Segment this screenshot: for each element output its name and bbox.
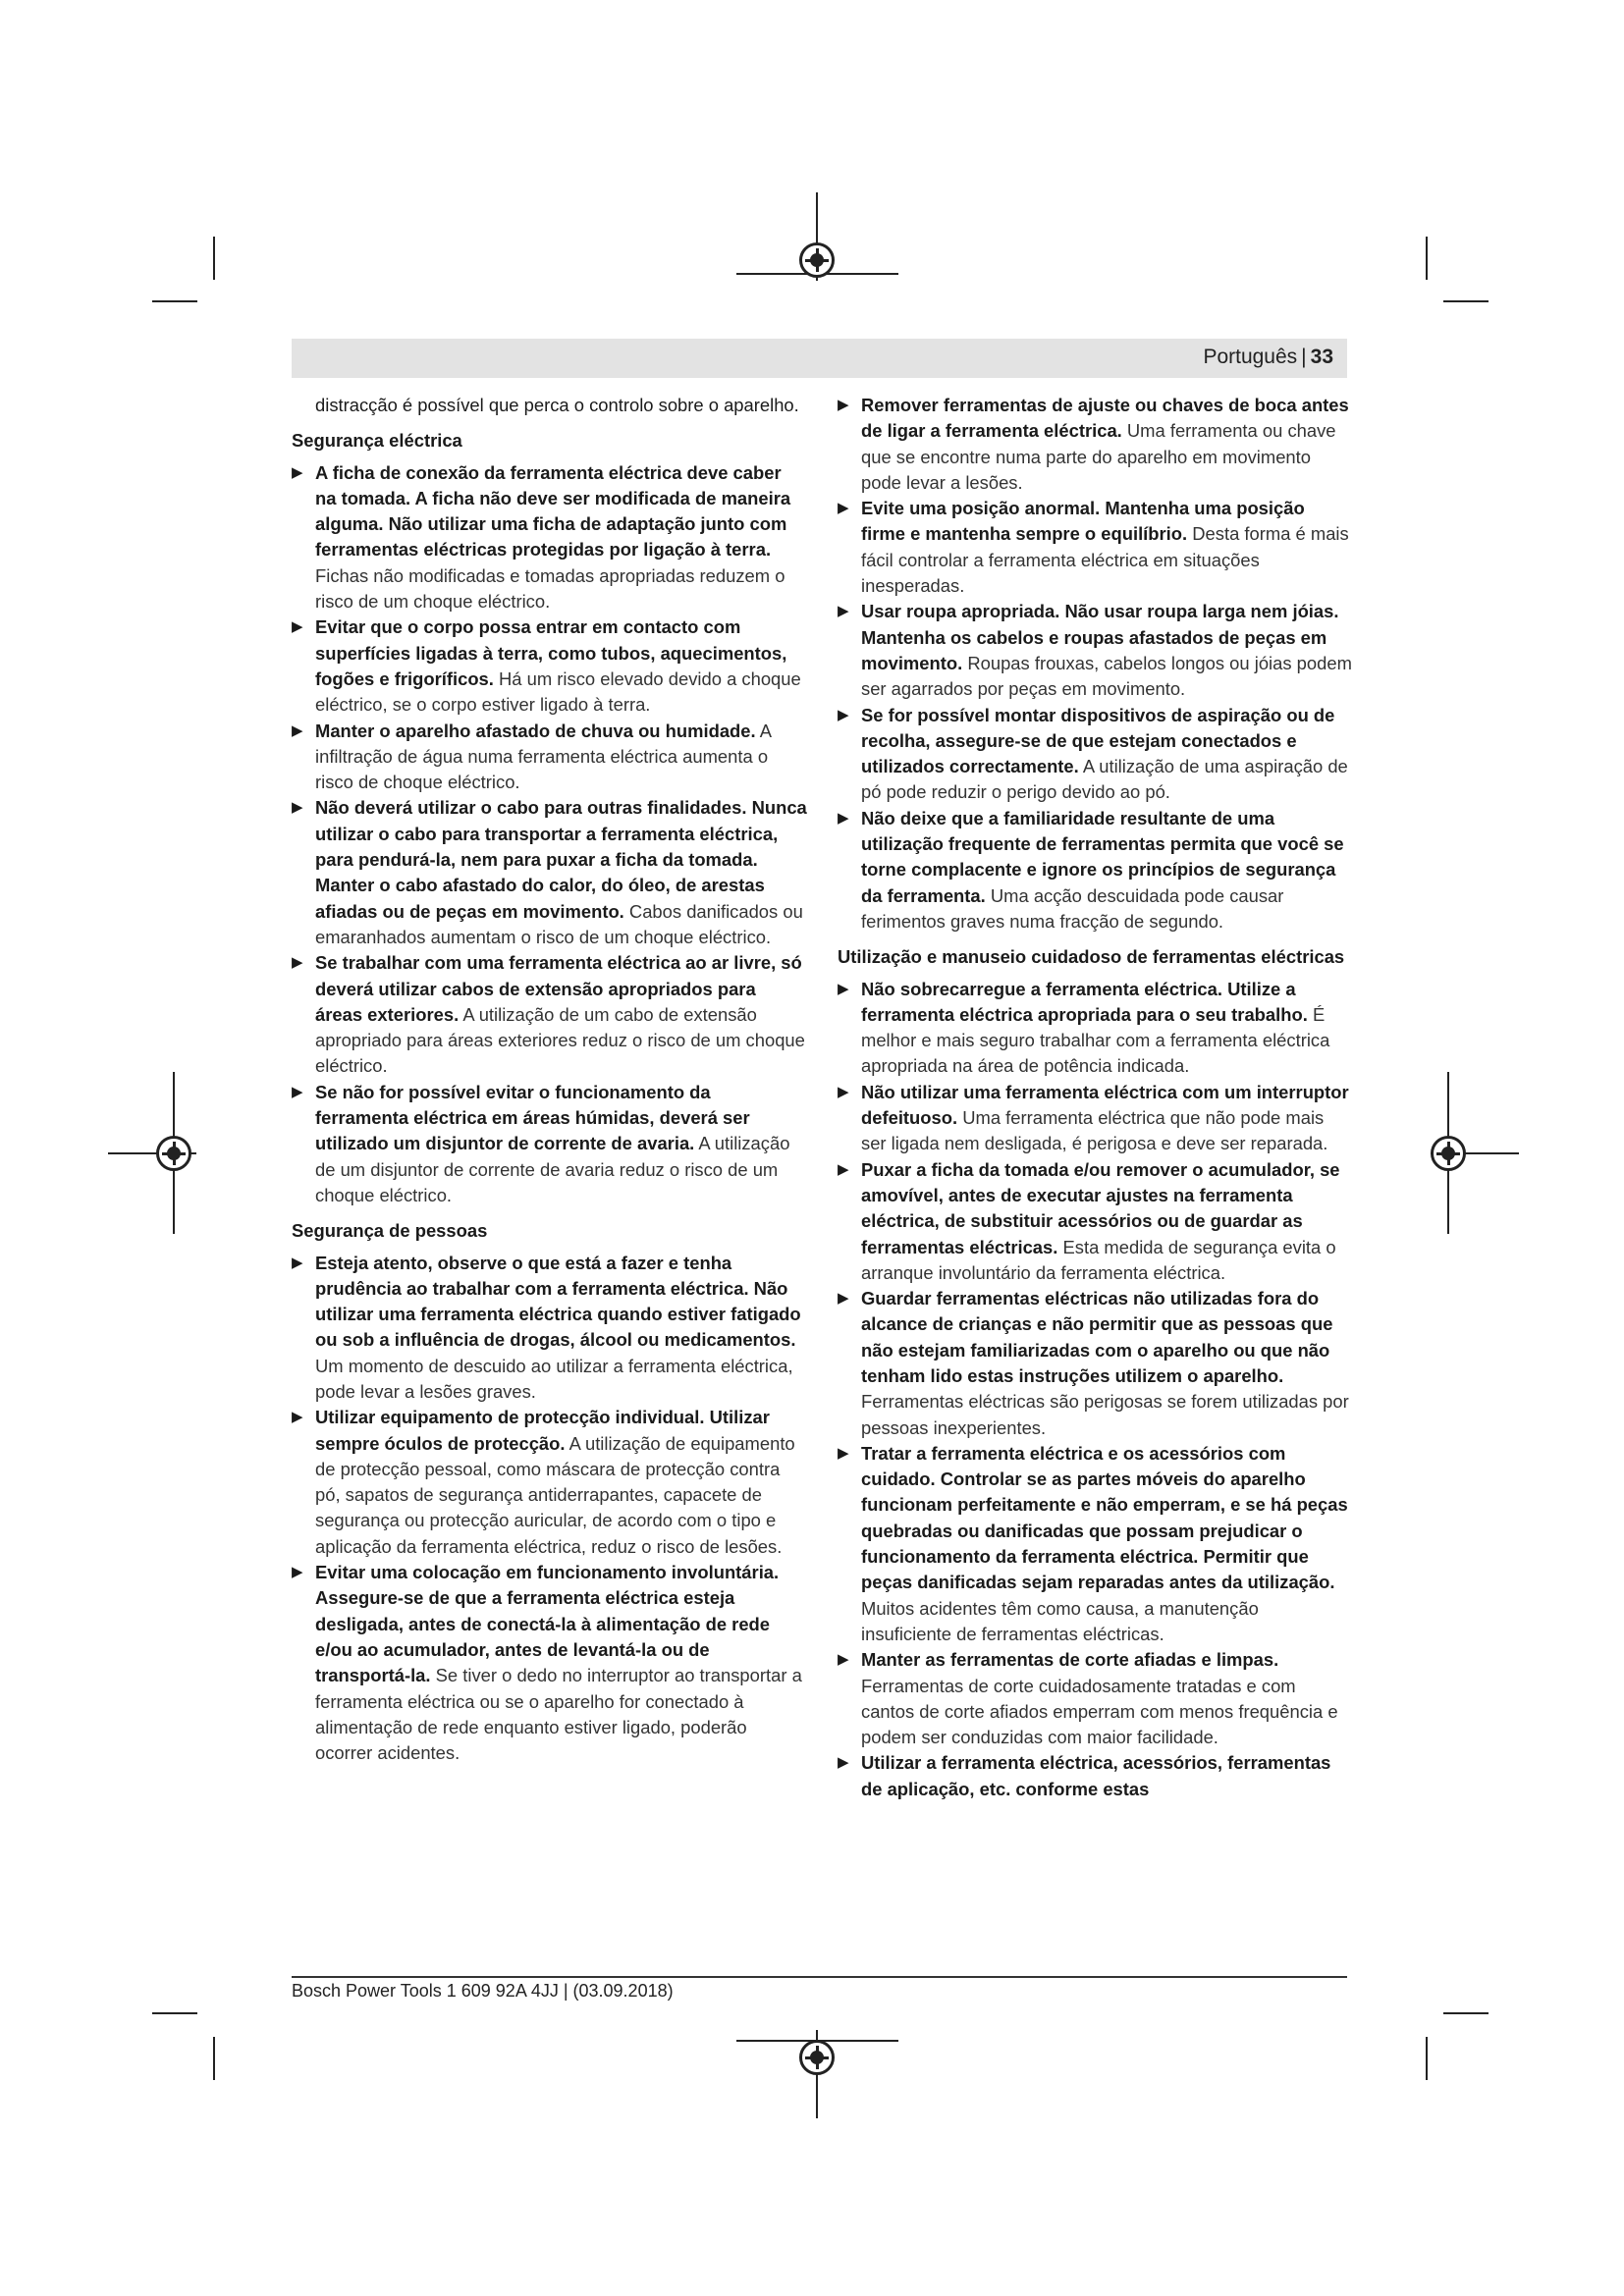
bullet-triangle-icon: ▶ bbox=[292, 1564, 303, 1581]
item-normal-text: Ferramentas de corte cuidadosamente tratadas e com cantos de corte afiados emperram com menos frequência e podem ser conduzidas com maior facilidade. bbox=[861, 1675, 1338, 1748]
item-bold-text: Se trabalhar com uma ferramenta eléctrica ao ar livre, só deverá utilizar cabos de extensão apropriados para áreas exteriores. bbox=[315, 952, 802, 1025]
bullet-triangle-icon: ▶ bbox=[838, 1290, 849, 1308]
item-bold-text: Evite uma posição anormal. Mantenha uma posição firme e mantenha sempre o equilíbrio. bbox=[861, 498, 1305, 545]
bullet-triangle-icon: ▶ bbox=[292, 618, 303, 636]
item-bold-text: Manter as ferramentas de corte afiadas e limpas. bbox=[861, 1649, 1279, 1671]
bullet-item bbox=[838, 1157, 1353, 1286]
item-normal-text: Uma ferramenta eléctrica que não pode mais ser ligada nem desligada, é perigosa e deve ser reparada. bbox=[861, 1107, 1328, 1154]
item-bold-text: Usar roupa apropriada. Não usar roupa larga nem jóias. Mantenha os cabelos e roupas afastados de peças em movimento. bbox=[861, 601, 1339, 673]
item-normal-text: Um momento de descuido ao utilizar a ferramenta eléctrica, pode levar a lesões graves. bbox=[315, 1355, 793, 1402]
bullet-item bbox=[838, 977, 1353, 1080]
item-bold-text: A ficha de conexão da ferramenta eléctrica deve caber na tomada. A ficha não deve ser modificada de maneira alguma. Não utilizar uma ficha de adaptação junto com ferramentas eléctricas protegidas por ligação à terra. bbox=[315, 461, 791, 561]
bullet-item bbox=[292, 614, 807, 718]
bullet-item bbox=[292, 719, 807, 796]
item-bold-text: Guardar ferramentas eléctricas não utilizadas fora do alcance de crianças e não permitir que as pessoas que não estejam familiarizadas com o aparelho ou que não tenham lido estas instruções utilizem o aparelho. bbox=[861, 1288, 1333, 1386]
section-title: Utilização e manuseio cuidadoso de ferramentas eléctricas bbox=[838, 946, 1345, 968]
item-bold-text: Manter o aparelho afastado de chuva ou humidade. bbox=[315, 720, 756, 741]
right-section-items bbox=[838, 977, 1353, 1803]
bullet-triangle-icon: ▶ bbox=[838, 1083, 849, 1100]
item-bold-text: Evitar uma colocação em funcionamento involuntária. Assegure-se de que a ferramenta eléctrica esteja desligada, antes de conectá-la à alimentação de rede e/ou ao acumulador, antes de levantá-la ou de transportá-la. bbox=[315, 1562, 780, 1686]
bullet-triangle-icon: ▶ bbox=[292, 1254, 303, 1271]
registration-mark-icon bbox=[799, 242, 835, 278]
footer-text: Bosch Power Tools 1 609 92A 4JJ | (03.09.2018) bbox=[292, 1981, 674, 2001]
bullet-triangle-icon: ▶ bbox=[838, 1651, 849, 1669]
bullet-item bbox=[838, 1080, 1353, 1157]
registration-mark-icon bbox=[156, 1136, 191, 1171]
bullet-item bbox=[838, 393, 1353, 496]
bullet-item bbox=[292, 1405, 807, 1560]
bullet-item bbox=[292, 1251, 807, 1406]
item-normal-text: Uma acção descuidada pode causar ferimentos graves numa fracção de segundo. bbox=[861, 884, 1284, 932]
item-normal-text: Há um risco elevado devido a choque eléctrico, se o corpo estiver ligado à terra. bbox=[315, 667, 801, 716]
bullet-item bbox=[292, 460, 807, 615]
item-normal-text: Esta medida de segurança evita o arranque involuntário da ferramenta eléctrica. bbox=[861, 1236, 1336, 1283]
item-bold-text: Esteja atento, observe o que está a fazer e tenha prudência ao trabalhar com a ferramenta eléctrica. Não utilizar uma ferramenta eléctrica quando estiver fatigado ou sob a influência de drogas, álcool ou medicamentos. bbox=[315, 1252, 801, 1351]
registration-mark-icon bbox=[799, 2040, 835, 2075]
item-bold-text: Se não for possível evitar o funcionamento da ferramenta eléctrica em áreas húmidas, deverá ser utilizado um disjuntor de corrente de avaria. bbox=[315, 1081, 750, 1154]
left-column bbox=[292, 393, 807, 1766]
item-bold-text: Não utilizar uma ferramenta eléctrica com um interruptor defeituoso. bbox=[861, 1081, 1349, 1129]
item-bold-text: Não deverá utilizar o cabo para outras finalidades. Nunca utilizar o cabo para transportar a ferramenta eléctrica, para pendurá-la, nem para puxar a ficha da tomada. Manter o cabo afastado do calor, do óleo, de arestas afiadas ou de peças em movimento. bbox=[315, 797, 807, 922]
bullet-item bbox=[292, 1080, 807, 1208]
item-normal-text: Desta forma é mais fácil controlar a ferramenta eléctrica em situações inesperadas. bbox=[861, 523, 1349, 597]
bullet-item bbox=[838, 703, 1353, 806]
page-header bbox=[292, 339, 1347, 378]
crop-mark bbox=[213, 2037, 215, 2080]
bullet-triangle-icon: ▶ bbox=[292, 463, 303, 481]
item-bold-text: Se for possível montar dispositivos de aspiração ou de recolha, assegure-se de que estejam conectados e utilizados correctamente. bbox=[861, 704, 1335, 777]
section-title: Segurança de pessoas bbox=[292, 1220, 488, 1242]
item-bold-text: Remover ferramentas de ajuste ou chaves de boca antes de ligar a ferramenta eléctrica. bbox=[861, 395, 1349, 442]
crop-mark bbox=[1443, 300, 1489, 302]
item-normal-text: É melhor e mais seguro trabalhar com a ferramenta eléctrica apropriada na área de potência indicada. bbox=[861, 1003, 1330, 1077]
bullet-item bbox=[838, 1441, 1353, 1647]
running-header bbox=[1203, 346, 1333, 369]
bullet-item bbox=[838, 1647, 1353, 1750]
left-sections bbox=[292, 428, 807, 1766]
bullet-triangle-icon: ▶ bbox=[838, 980, 849, 997]
bullet-item bbox=[292, 795, 807, 950]
crop-mark bbox=[1426, 237, 1428, 280]
item-normal-text: Roupas frouxas, cabelos longos ou jóias podem ser agarrados por peças em movimento. bbox=[861, 652, 1352, 700]
item-normal-text: A infiltração de água numa ferramenta eléctrica aumenta o risco de choque eléctrico. bbox=[315, 720, 771, 793]
item-normal-text: A utilização de uma aspiração de pó pode reduzir o perigo devido ao pó. bbox=[861, 756, 1348, 803]
bullet-triangle-icon: ▶ bbox=[292, 1083, 303, 1100]
bullet-triangle-icon: ▶ bbox=[292, 721, 303, 739]
crop-mark bbox=[1426, 2037, 1428, 2080]
page-number: 33 bbox=[1310, 346, 1333, 368]
item-bold-text: Não sobrecarregue a ferramenta eléctrica. Utilize a ferramenta eléctrica apropriada para o seu trabalho. bbox=[861, 978, 1308, 1025]
footer-rule bbox=[292, 1976, 1347, 1978]
item-normal-text: A utilização de equipamento de protecção pessoal, como máscara de protecção contra pó, sapatos de segurança antiderrapantes, capacete de segurança ou protecção auricular, de acordo com o tipo e aplicação da ferramenta eléctrica, reduz o risco de lesões. bbox=[315, 1432, 795, 1557]
bullet-item bbox=[838, 806, 1353, 934]
bullet-item bbox=[838, 496, 1353, 599]
header-language: Português bbox=[1203, 346, 1298, 368]
bullet-triangle-icon: ▶ bbox=[292, 799, 303, 817]
item-bold-text: Utilizar a ferramenta eléctrica, acessórios, ferramentas de aplicação, etc. conforme estas bbox=[861, 1752, 1331, 1799]
bullet-triangle-icon: ▶ bbox=[292, 954, 303, 972]
bullet-item bbox=[292, 950, 807, 1079]
bullet-item bbox=[292, 1560, 807, 1766]
registration-mark-icon bbox=[1431, 1136, 1466, 1171]
item-normal-text: Muitos acidentes têm como causa, a manutenção insuficiente de ferramentas eléctricas. bbox=[861, 1597, 1259, 1644]
bullet-triangle-icon: ▶ bbox=[838, 1160, 849, 1178]
bullet-triangle-icon: ▶ bbox=[838, 603, 849, 620]
header-separator: | bbox=[1301, 346, 1307, 368]
bullet-triangle-icon: ▶ bbox=[838, 500, 849, 517]
crop-mark bbox=[1443, 2012, 1489, 2014]
bullet-triangle-icon: ▶ bbox=[838, 706, 849, 723]
item-bold-text: Utilizar equipamento de protecção individual. Utilizar sempre óculos de protecção. bbox=[315, 1407, 770, 1454]
item-normal-text: Fichas não modificadas e tomadas apropriadas reduzem o risco de um choque eléctrico. bbox=[315, 564, 785, 613]
bullet-triangle-icon: ▶ bbox=[292, 1409, 303, 1426]
bullet-triangle-icon: ▶ bbox=[838, 1754, 849, 1772]
bullet-item bbox=[838, 1286, 1353, 1441]
item-normal-text: Ferramentas eléctricas são perigosas se forem utilizadas por pessoas inexperientes. bbox=[861, 1391, 1349, 1438]
item-bold-text: Puxar a ficha da tomada e/ou remover o acumulador, se amovível, antes de executar ajustes na ferramenta eléctrica, de substituir acessórios ou de guardar as ferramentas eléctricas. bbox=[861, 1158, 1340, 1257]
item-bold-text: Tratar a ferramenta eléctrica e os acessórios com cuidado. Controlar se as partes móveis do aparelho funcionam perfeitamente e não emperram, e se há peças quebradas ou danificadas que possam prejudicar o funcionamento da ferramenta eléctrica. Permitir que peças danificadas sejam reparadas antes da utilização. bbox=[861, 1442, 1348, 1593]
intro-paragraph: distracção é possível que perca o controlo sobre o aparelho. bbox=[315, 395, 799, 415]
item-bold-text: Evitar que o corpo possa entrar em contacto com superfícies ligadas à terra, como tubos, aquecimentos, fogões e frigoríficos. bbox=[315, 616, 787, 689]
item-normal-text: Cabos danificados ou emaranhados aumentam o risco de um choque eléctrico. bbox=[315, 900, 803, 947]
bullet-item bbox=[838, 1750, 1353, 1802]
crop-mark bbox=[152, 2012, 197, 2014]
right-items bbox=[838, 393, 1353, 934]
bullet-triangle-icon: ▶ bbox=[838, 1444, 849, 1462]
bullet-item bbox=[838, 599, 1353, 702]
right-column bbox=[838, 393, 1353, 1802]
item-normal-text: Uma ferramenta ou chave que se encontre numa parte do aparelho em movimento pode levar a lesões. bbox=[861, 420, 1336, 493]
item-normal-text: Se tiver o dedo no interruptor ao transportar a ferramenta eléctrica ou se o aparelho for conectado à alimentação de rede enquanto estiver ligado, poderão ocorrer acidentes. bbox=[315, 1665, 802, 1764]
item-normal-text: A utilização de um disjuntor de corrente de avaria reduz o risco de um choque eléctrico. bbox=[315, 1133, 790, 1205]
bullet-triangle-icon: ▶ bbox=[838, 809, 849, 827]
section-title: Segurança eléctrica bbox=[292, 430, 462, 452]
crop-mark bbox=[152, 300, 197, 302]
bullet-triangle-icon: ▶ bbox=[838, 397, 849, 413]
crop-mark bbox=[213, 237, 215, 280]
item-normal-text: A utilização de um cabo de extensão apropriado para áreas exteriores reduz o risco de um choque eléctrico. bbox=[315, 1003, 805, 1077]
item-bold-text: Não deixe que a familiaridade resultante de uma utilização frequente de ferramentas permita que você se torne complacente e ignore os princípios de segurança da ferramenta. bbox=[861, 807, 1344, 906]
